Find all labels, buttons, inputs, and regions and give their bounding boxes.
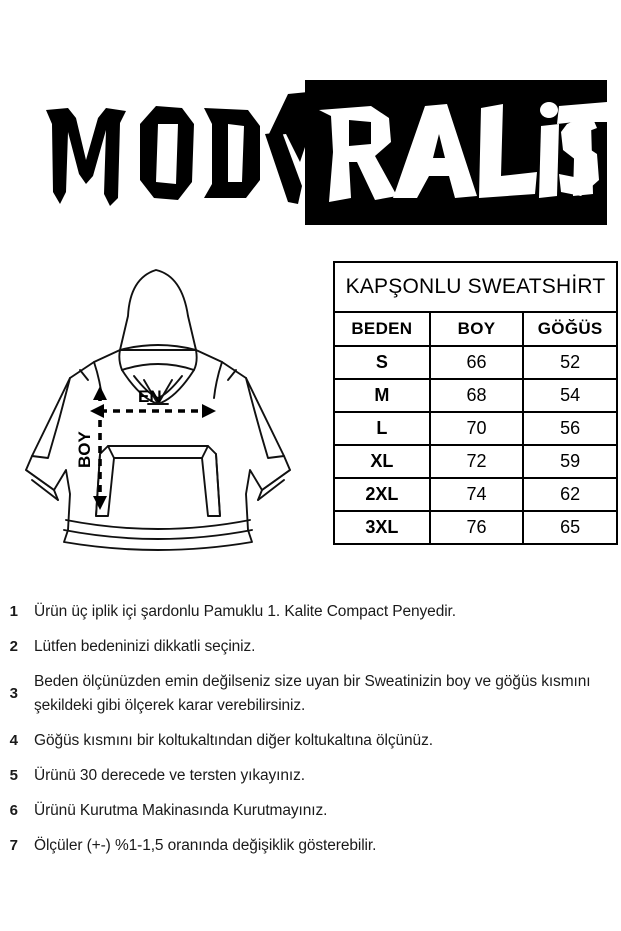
list-item-number: 3 <box>9 685 18 702</box>
cell-boy: 68 <box>430 379 524 412</box>
logo-moda-text <box>36 88 311 208</box>
list-item <box>0 635 621 659</box>
list-item-number: 4 <box>9 732 18 749</box>
list-item-text: Ürünü 30 derecede ve tersten yıkayınız. <box>34 767 305 784</box>
width-label: EN <box>138 387 162 406</box>
list-item-number: 1 <box>9 603 18 620</box>
list-item-number: 5 <box>9 767 18 784</box>
table-row <box>334 379 617 412</box>
table-header-row <box>334 312 617 346</box>
cell-size: L <box>334 412 430 445</box>
table-row <box>334 445 617 478</box>
cell-gogus: 65 <box>523 511 617 544</box>
list-item <box>0 834 621 858</box>
header-gogus: GÖĞÜS <box>523 312 617 346</box>
table-row <box>334 346 617 379</box>
cell-gogus: 54 <box>523 379 617 412</box>
table-row <box>334 511 617 544</box>
cell-boy: 72 <box>430 445 524 478</box>
length-label: BOY <box>75 431 94 468</box>
list-item-number: 7 <box>9 837 18 854</box>
cell-gogus: 62 <box>523 478 617 511</box>
cell-gogus: 52 <box>523 346 617 379</box>
list-item <box>0 764 621 788</box>
list-item-number: 6 <box>9 802 18 819</box>
cell-size: S <box>334 346 430 379</box>
header-beden: BEDEN <box>334 312 430 346</box>
table-row <box>334 478 617 511</box>
cell-size: M <box>334 379 430 412</box>
care-instructions-list <box>0 600 621 869</box>
table-title-row <box>334 262 617 312</box>
size-chart-table <box>333 261 618 545</box>
header-boy: BOY <box>430 312 524 346</box>
list-item-text: Ölçüler (+-) %1-1,5 oranında değişiklik gösterebilir. <box>34 837 377 854</box>
cell-size: XL <box>334 445 430 478</box>
list-item <box>0 600 621 624</box>
list-item <box>0 670 621 718</box>
table-row <box>334 412 617 445</box>
list-item-text: Göğüs kısmını bir koltukaltından diğer koltukaltına ölçünüz. <box>34 732 433 749</box>
list-item <box>0 729 621 753</box>
cell-boy: 66 <box>430 346 524 379</box>
list-item <box>0 799 621 823</box>
list-item-text: Lütfen bedeninizi dikkatli seçiniz. <box>34 638 256 655</box>
cell-boy: 70 <box>430 412 524 445</box>
cell-boy: 74 <box>430 478 524 511</box>
cell-size: 3XL <box>334 511 430 544</box>
hoodie-diagram <box>8 258 313 558</box>
list-item-text: Ürünü Kurutma Makinasında Kurutmayınız. <box>34 802 328 819</box>
list-item-text: Beden ölçünüzden emin değilseniz size uyan bir Sweatinizin boy ve göğüs kısmını şekildeki gibi ölçerek karar verebilirsiniz. <box>34 673 591 714</box>
logo-ralist-box <box>305 80 607 225</box>
cell-size: 2XL <box>334 478 430 511</box>
list-item-text: Ürün üç iplik içi şardonlu Pamuklu 1. Kalite Compact Penyedir. <box>34 603 456 620</box>
brand-logo <box>0 70 621 235</box>
cell-gogus: 56 <box>523 412 617 445</box>
list-item-number: 2 <box>9 638 18 655</box>
table-title: KAPŞONLU SWEATSHİRT <box>334 262 617 312</box>
cell-boy: 76 <box>430 511 524 544</box>
cell-gogus: 59 <box>523 445 617 478</box>
